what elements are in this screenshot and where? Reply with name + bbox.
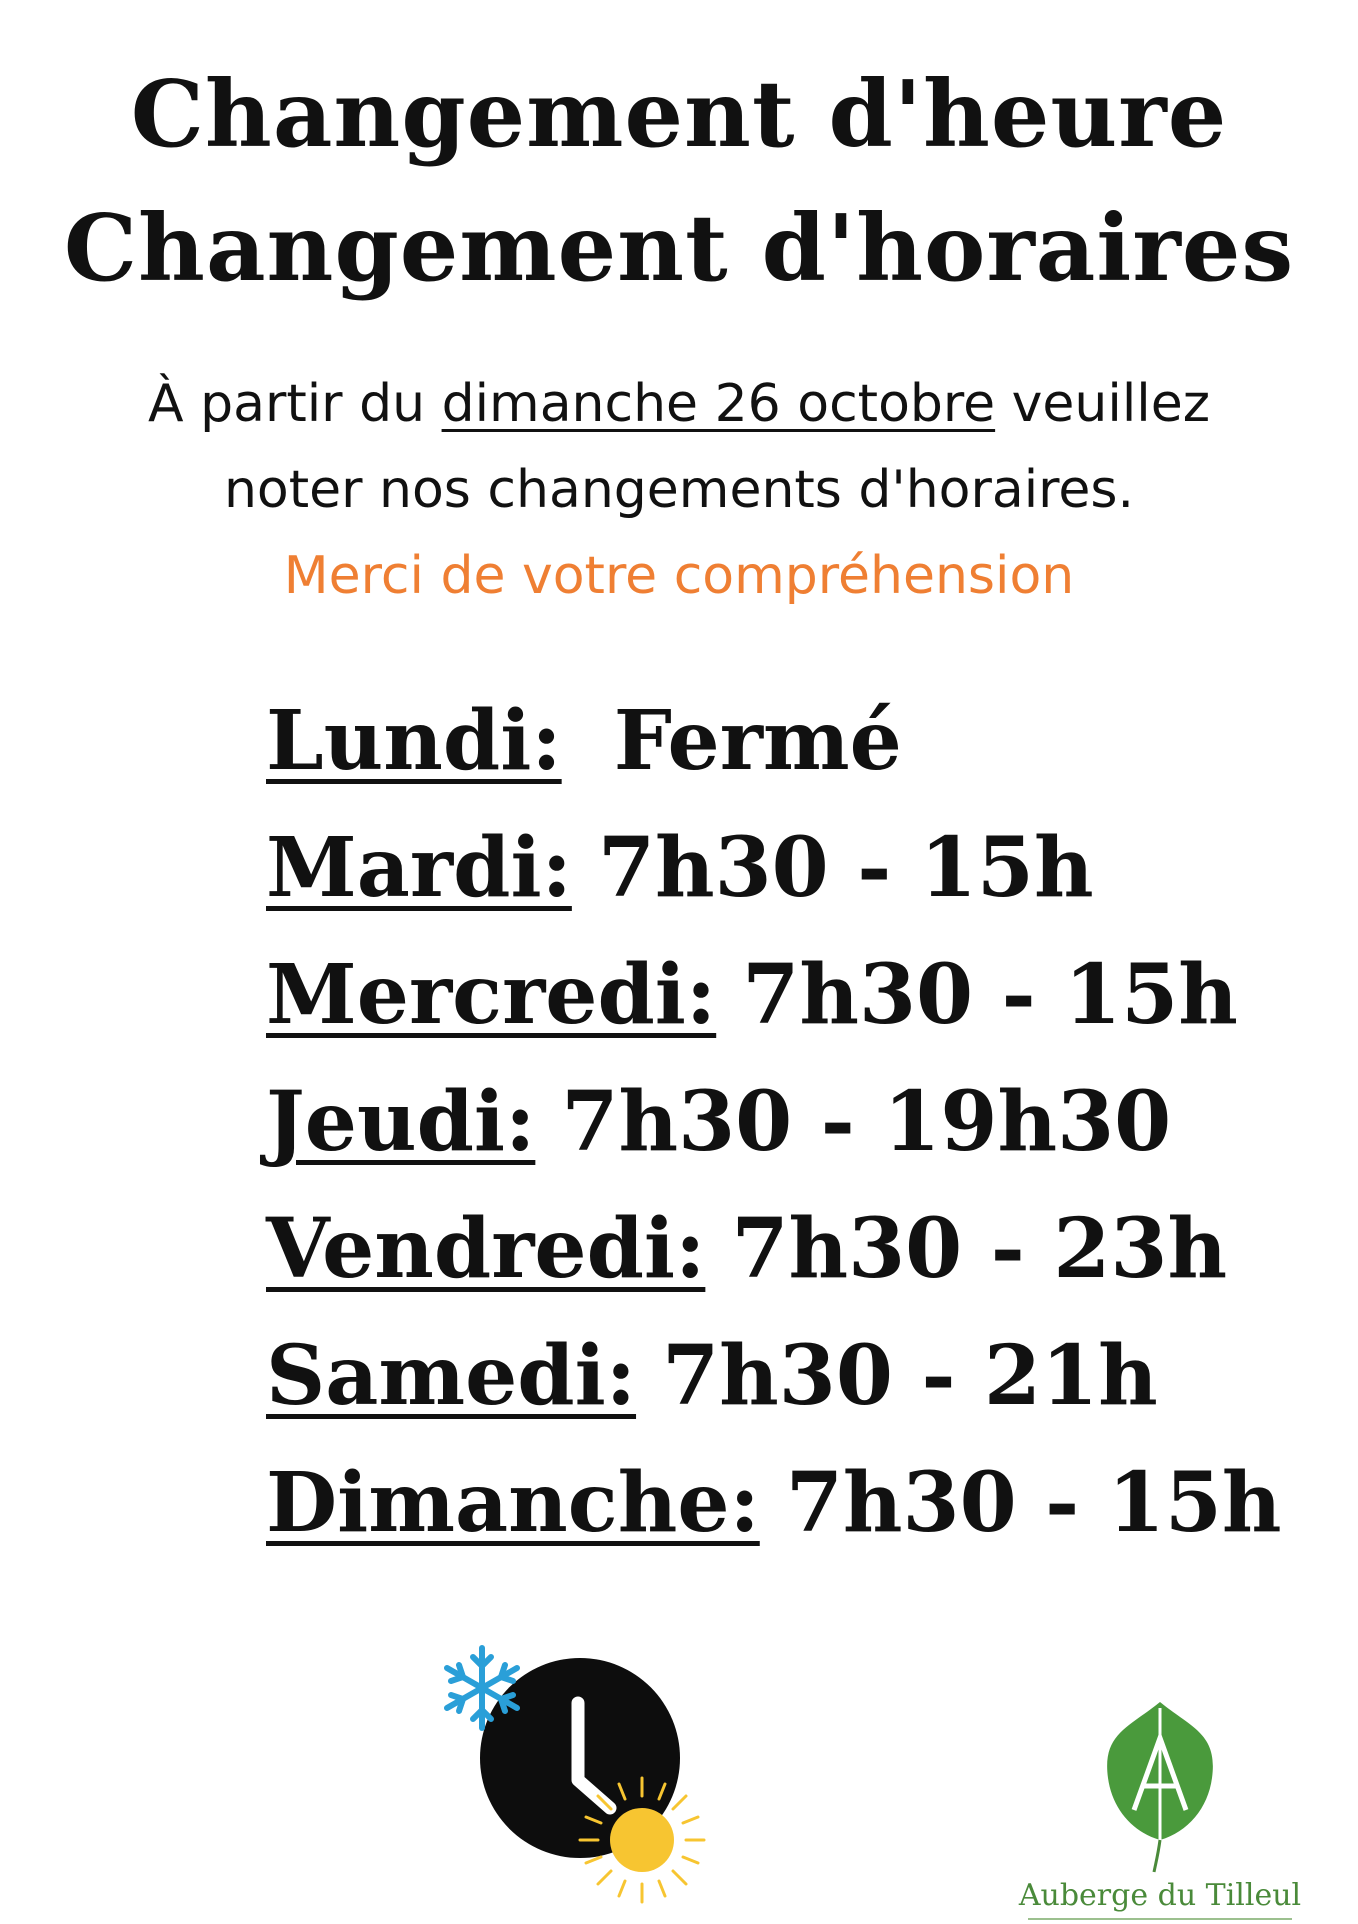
- title-line-1: Changement d'heure: [130, 60, 1228, 168]
- schedule-row-mardi: [266, 820, 1282, 954]
- schedule-row-mercredi: [266, 947, 1282, 1081]
- schedule-row-samedi: [266, 1328, 1282, 1462]
- day-hours: Fermé: [613, 693, 902, 789]
- sun-icon: [580, 1778, 704, 1902]
- notice-line-2: noter nos changements d'horaires.: [223, 460, 1135, 520]
- schedule-row-jeudi: [266, 1074, 1282, 1208]
- thanks-line: Merci de votre compréhension: [283, 546, 1075, 606]
- day-label: Jeudi:: [266, 1074, 536, 1170]
- notice-date: dimanche 26 octobre: [441, 374, 996, 434]
- schedule-row-lundi: [266, 693, 1282, 827]
- time-change-illustration: [430, 1640, 720, 1920]
- schedule-row-vendredi: [266, 1201, 1282, 1335]
- day-hours: 7h30 - 23h: [731, 1201, 1228, 1297]
- day-label: Vendredi:: [266, 1201, 706, 1297]
- auberge-logo: [1010, 1690, 1310, 1920]
- clock-illustration-svg: [430, 1640, 720, 1920]
- title-line-2: Changement d'horaires: [63, 194, 1295, 302]
- day-hours: 7h30 - 21h: [662, 1328, 1158, 1424]
- notice-part1: À partir du: [147, 374, 442, 434]
- schedule-row-dimanche: [266, 1455, 1282, 1589]
- day-hours: 7h30 - 19h30: [561, 1074, 1172, 1170]
- day-hours: 7h30 - 15h: [597, 820, 1094, 916]
- day-hours: 7h30 - 15h: [742, 947, 1238, 1043]
- day-hours: 7h30 - 15h: [785, 1455, 1282, 1551]
- notice-part2: veuillez: [995, 374, 1211, 434]
- logo-name: Auberge du Tilleul: [1018, 1878, 1302, 1913]
- day-label: Samedi:: [266, 1328, 637, 1424]
- leaf-logo-icon: [1010, 1690, 1310, 1875]
- day-label: Lundi:: [266, 693, 562, 789]
- day-label: Dimanche:: [266, 1455, 760, 1551]
- notice-line-1: [0, 374, 1358, 434]
- day-label: Mardi:: [266, 820, 572, 916]
- day-label: Mercredi:: [266, 947, 717, 1043]
- schedule-list: [266, 693, 1282, 1589]
